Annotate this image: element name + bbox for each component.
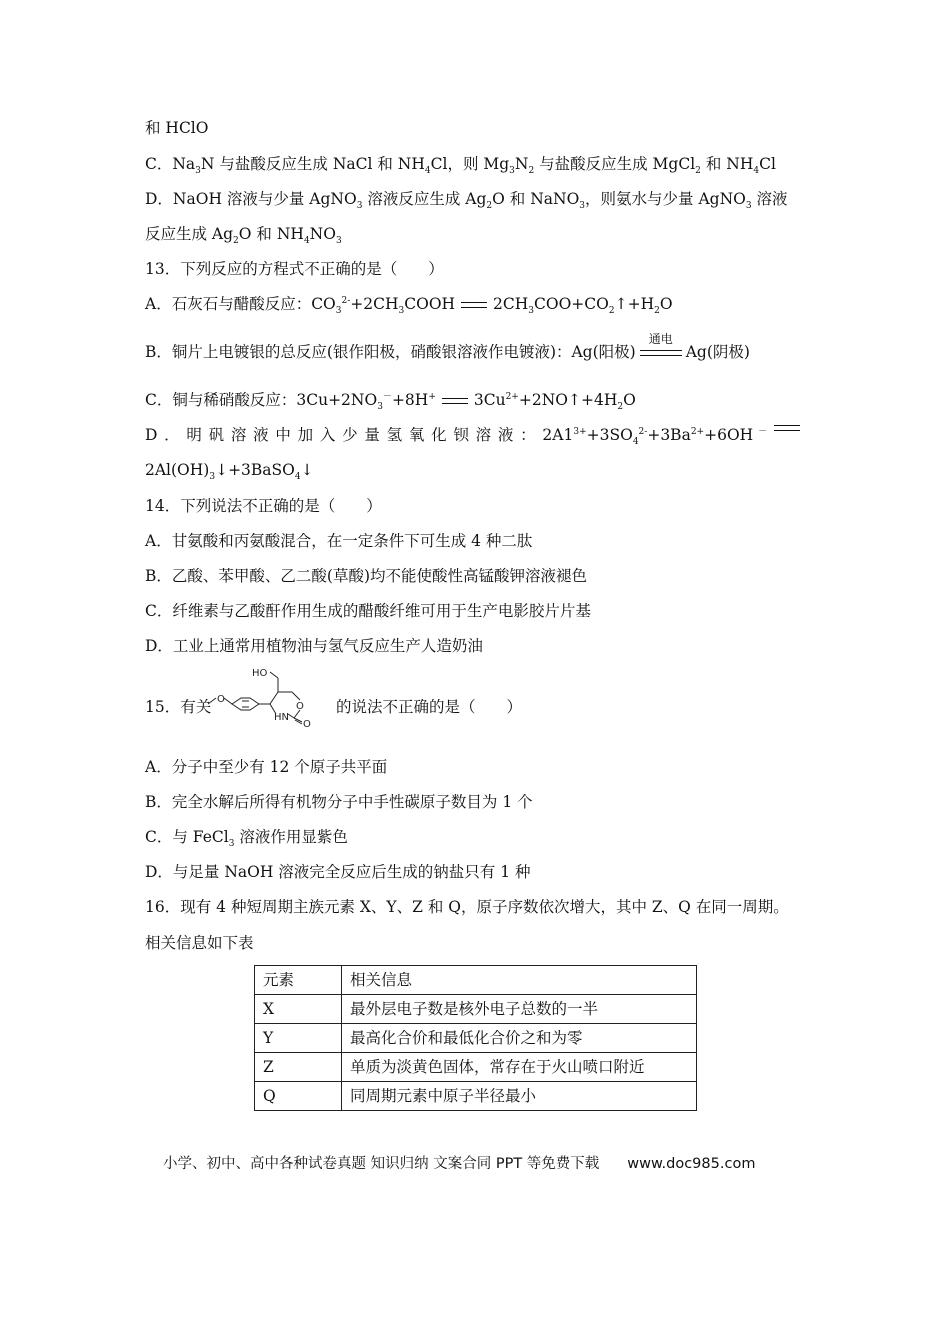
carbonyl-o-label: O [303, 719, 311, 728]
option-13d-cont: $2Al(OH)_3↓+3BaSO_4↓$ [145, 461, 314, 483]
question-15-suffix: 的说法不正确的是（ ） [336, 698, 523, 716]
table-cell: 最外层电子数是核外电子总数的一半 [342, 995, 697, 1024]
option-13b: B．铜片上电镀银的总反应(银作阳极，硝酸银溶液作电镀液)：Ag(阳极) 通电 Ag(阴极) [145, 332, 750, 361]
option-12d-cont: 反应生成 $Ag_2O$ 和 $NH_4NO_3$ [145, 225, 342, 247]
question-14: 14．下列说法不正确的是（ ） [145, 497, 382, 515]
ring-nh-label: HN [274, 712, 289, 723]
option-13a: A．石灰石与醋酸反应：$CO_3^{2-}+2CH_3COOH$ $2CH_3COO+CO_2↑+H_2O$ [145, 295, 673, 317]
table-header-cell: 元素 [255, 966, 342, 995]
option-15d: D．与足量 NaOH 溶液完全反应后生成的钠盐只有 1 种 [145, 863, 531, 881]
option-14d: D．工业上通常用植物油与氢气反应生产人造奶油 [145, 637, 483, 655]
table-row [255, 1024, 697, 1053]
question-15-prefix: 15．有关 [145, 698, 212, 716]
hydroxyl-label: HO [252, 668, 268, 679]
footer-url[interactable]: www.doc985.com [627, 1156, 756, 1172]
table-cell: 同周期元素中原子半径最小 [342, 1082, 697, 1111]
table-row [255, 995, 697, 1024]
table-cell: Y [255, 1024, 342, 1053]
table-cell: X [255, 995, 342, 1024]
question-16-cont: 相关信息如下表 [145, 934, 254, 952]
option-12c: C．$Na_3N$ 与盐酸反应生成 NaCl 和 $NH_4Cl$，则 $Mg_3N_2$ 与盐酸反应生成 MgCl$_2$ 和 $NH_4Cl$ [145, 155, 776, 177]
option-15c: C．与 FeCl$_3$ 溶液作用显紫色 [145, 828, 348, 850]
option-14c: C．纤维素与乙酸酐作用生成的醋酸纤维可用于生产电影胶片片基 [145, 602, 591, 620]
molecule-structure [208, 664, 336, 728]
question-16: 16．现有 4 种短周期主族元素 X、Y、Z 和 Q，原子序数依次增大，其中 Z、Q 在同一周期。 [145, 898, 789, 916]
table-header-row [255, 966, 697, 995]
option-12d: D．NaOH 溶液与少量 AgNO$_3$ 溶液反应生成 $Ag_2O$ 和 NaNO$_3$，则氨水与少量 AgNO$_3$ 溶液 [145, 190, 788, 212]
table-cell: Q [255, 1082, 342, 1111]
option-13c: C．铜与稀硝酸反应：$3Cu+2NO_3^-+8H^+$ $3Cu^{2+}+2NO↑+4H_2O$ [145, 391, 636, 413]
electrolysis-arrow: 通电 [640, 343, 682, 363]
table-cell: Z [255, 1053, 342, 1082]
table-row [255, 1082, 697, 1111]
methoxy-o-label: O [217, 694, 225, 705]
footer-text: 小学、初中、高中各种试卷真题 知识归纳 文案合同 PPT 等免费下载 [163, 1156, 600, 1172]
element-info-table [254, 965, 697, 1111]
ring-o-label: O [296, 701, 304, 712]
option-14b: B．乙酸、苯甲酸、乙二酸(草酸)均不能使酸性高锰酸钾溶液褪色 [145, 567, 587, 585]
text-line: 和 HClO [145, 119, 209, 137]
option-13d: D ． 明 矾 溶 液 中 加 入 少 量 氢 氧 化 钡 溶 液 ： $2A1^{3+}+3SO_4^{2-}+3Ba^{2+}+6OH$ － [145, 425, 800, 445]
table-row [255, 1053, 697, 1082]
question-13: 13．下列反应的方程式不正确的是（ ） [145, 260, 444, 278]
table-cell: 单质为淡黄色固体，常存在于火山喷口附近 [342, 1053, 697, 1082]
option-14a: A．甘氨酸和丙氨酸混合，在一定条件下可生成 4 种二肽 [145, 532, 533, 550]
page-footer [163, 1152, 755, 1173]
table-cell: 最高化合价和最低化合价之和为零 [342, 1024, 697, 1053]
option-15b: B．完全水解后所得有机物分子中手性碳原子数目为 1 个 [145, 793, 533, 811]
table-header-cell: 相关信息 [342, 966, 697, 995]
option-15a: A．分子中至少有 12 个原子共平面 [145, 758, 388, 776]
